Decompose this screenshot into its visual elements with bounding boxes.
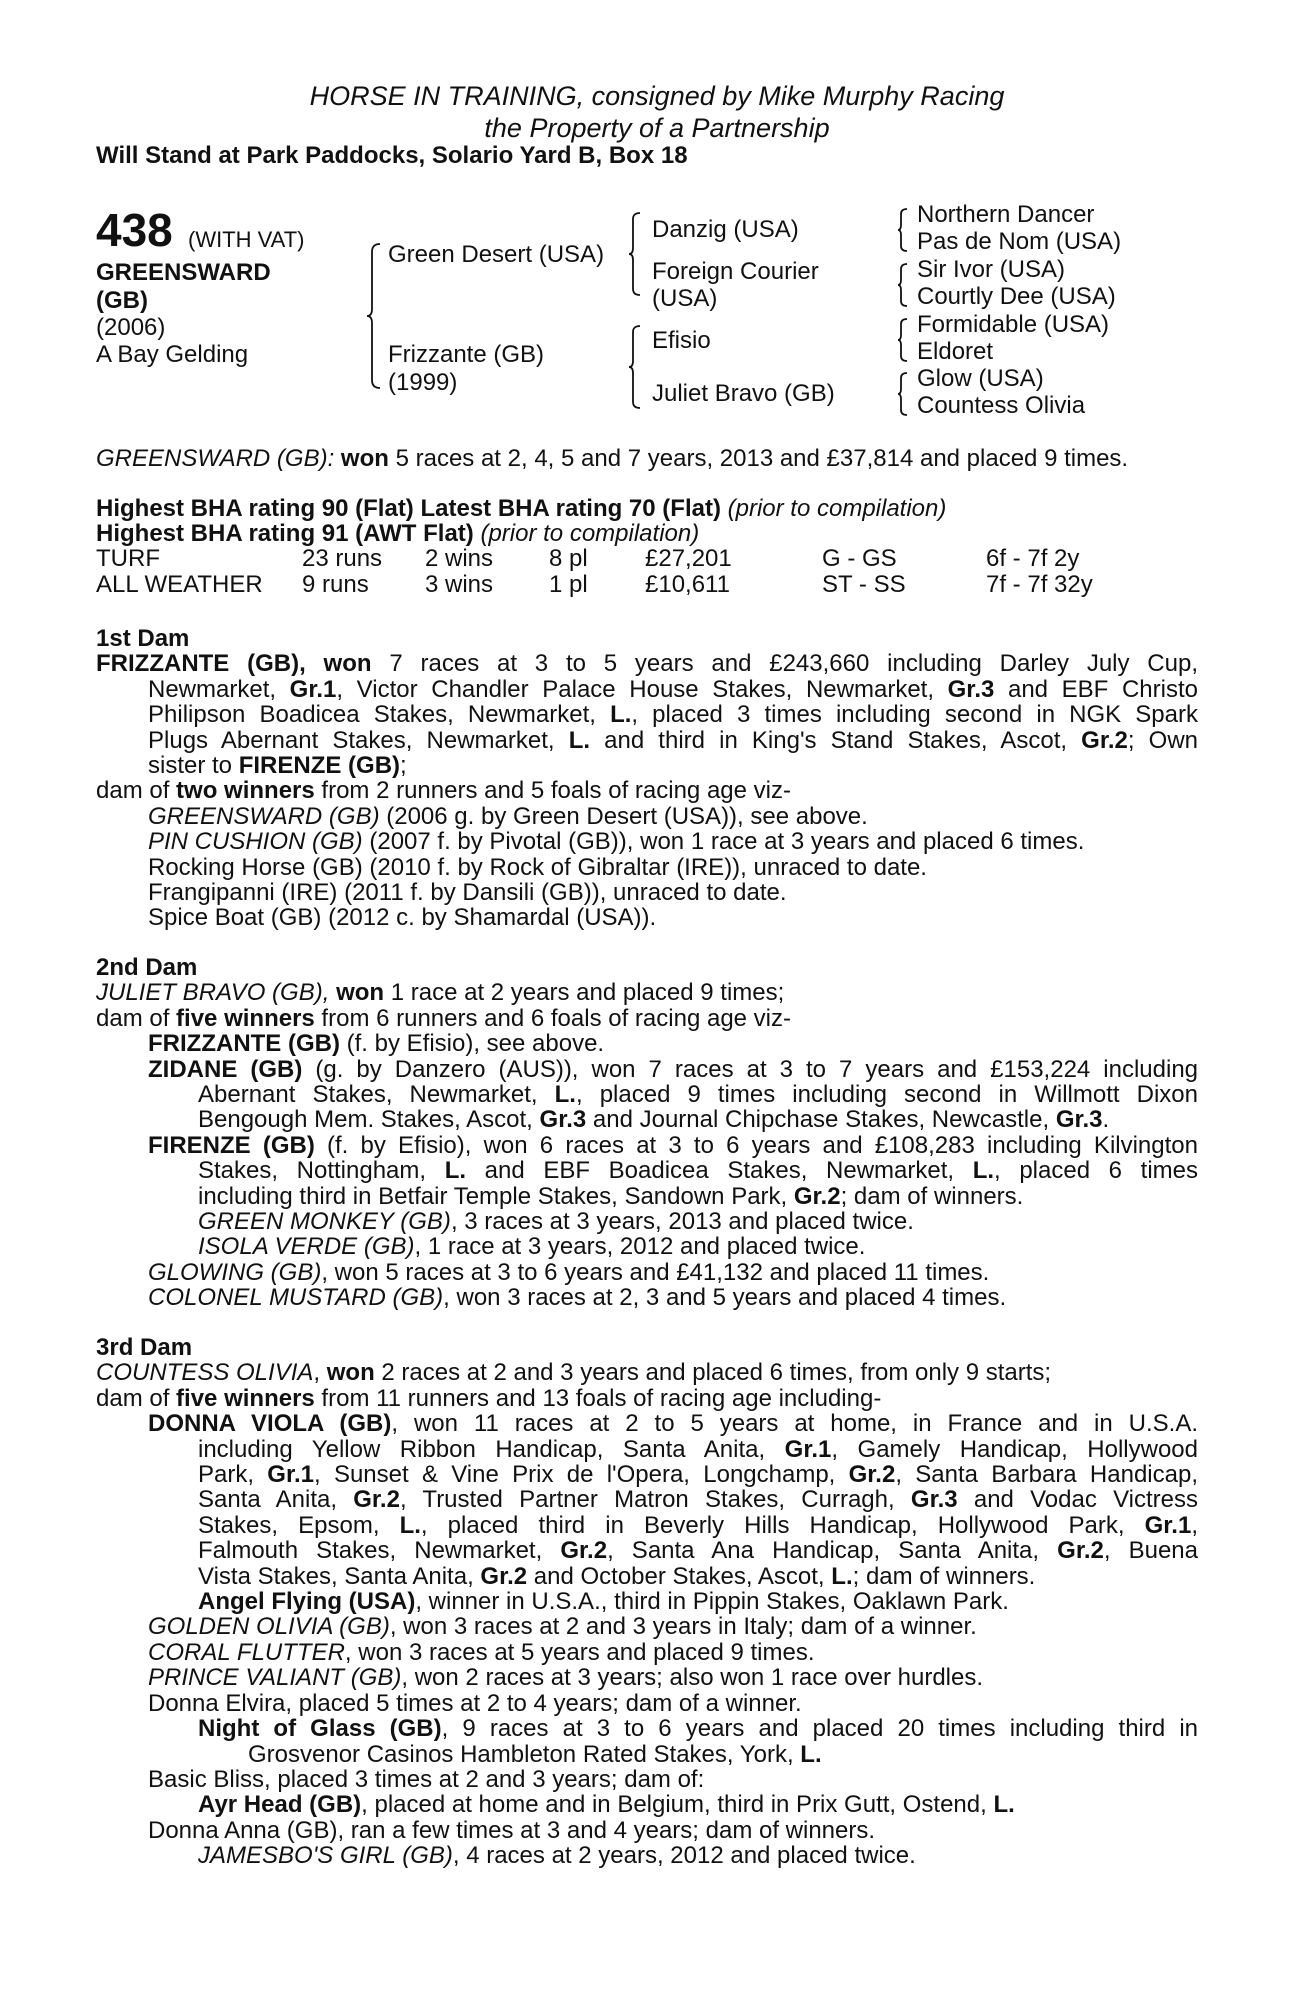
bold-run: Gr.1 (267, 1461, 314, 1489)
text-line (96, 1411, 1198, 1436)
text-run: , Santa Ana Handicap, Santa Anita, (607, 1537, 1058, 1565)
pedigree-g2: Pas de Nom (USA) (917, 228, 1122, 255)
italic-run: GLOWING (GB) (148, 1258, 322, 1286)
bold-run: Gr.1 (784, 1435, 832, 1463)
text-line (96, 1716, 1198, 1741)
italic-run: COLONEL MUSTARD (GB) (148, 1284, 444, 1312)
text-line (96, 1462, 1198, 1487)
text-run: and third in King's Stand Stakes, Ascot, (590, 726, 1082, 754)
bold-run: L. (972, 1157, 995, 1185)
text-run: Grosvenor Casinos Hambleton Rated Stakes, York, (248, 1740, 801, 1768)
bold-run: five winners (176, 1384, 315, 1412)
bold-run: L. (399, 1511, 421, 1539)
pedigree-sire-dam: Foreign Courier (652, 258, 819, 285)
text-line (96, 1640, 1198, 1665)
pedigree-g5: Formidable (USA) (917, 311, 1110, 338)
text-run: ; (400, 752, 407, 780)
text-run: Santa Anita, (198, 1486, 354, 1514)
text-run: Donna Elvira, placed 5 times at 2 to 4 years; dam of a winner. (148, 1689, 802, 1717)
text-run: . (1102, 1106, 1110, 1134)
text-line (96, 1538, 1198, 1563)
bold-run: Gr.2 (793, 1182, 841, 1210)
text-run: ; Own (1127, 726, 1198, 754)
bold-run: Gr.3 (539, 1106, 587, 1134)
text-run: Park, (198, 1461, 268, 1489)
bold-run: Gr.2 (353, 1486, 400, 1514)
text-line (96, 651, 1198, 676)
text-line (96, 1742, 1198, 1767)
record-wins: 3 wins (425, 571, 494, 598)
text-run: , (1191, 1511, 1198, 1539)
record-going: G - GS (822, 545, 897, 572)
italic-run: GREENSWARD (GB) (148, 802, 380, 830)
pedigree-dam: Frizzante (GB) (388, 341, 545, 368)
bold-run: DONNA VIOLA (GB) (148, 1410, 392, 1438)
lot-number: 438 (96, 204, 173, 256)
text-run: , 4 races at 2 years, 2012 and placed twice. (452, 1842, 916, 1870)
text-run: , Santa Barbara Handicap, (895, 1461, 1198, 1489)
record-wins: 2 wins (425, 545, 494, 572)
record-runs: 23 runs (302, 545, 383, 572)
bold-run: L. (444, 1157, 467, 1185)
text-run: Vista Stakes, Santa Anita, (198, 1562, 481, 1590)
record-placed: 1 pl (549, 571, 588, 598)
text-run: , placed at home and in Belgium, third in Prix Gutt, Ostend, (361, 1791, 994, 1819)
record-surface: TURF (96, 545, 160, 572)
horse-description: A Bay Gelding (96, 341, 249, 368)
race-summary: GREENSWARD (GB): won 5 races at 2, 4, 5 and 7 years, 2013 and £37,814 and placed 9 times. (96, 445, 1129, 472)
text-line (96, 1487, 1198, 1512)
pedigree-brace-1 (366, 243, 382, 389)
text-run: , won 5 races at 3 to 6 years and £41,132 and placed 11 times. (321, 1258, 990, 1286)
italic-run: JAMESBO'S GIRL (GB) (198, 1842, 453, 1870)
italic-run: GREEN MONKEY (GB) (198, 1208, 451, 1236)
text-run: 7 races at 3 to 5 years and £243,660 including Darley July Cup, (371, 650, 1198, 678)
text-line (96, 905, 1198, 930)
text-run: including Yellow Ribbon Handicap, Santa Anita, (198, 1435, 785, 1463)
text-run: (2006 g. by Green Desert (USA)), see above. (379, 802, 868, 830)
text-line (96, 880, 1198, 905)
bold-run: Gr.1 (1144, 1511, 1192, 1539)
pedigree-g8: Countess Olivia (917, 392, 1086, 419)
horse-name: GREENSWARD (96, 259, 271, 286)
text-run: (g. by Danzero (AUS)), won 7 races at 3 to 7 years and £153,224 including (302, 1055, 1199, 1083)
second-dam-section (96, 955, 1198, 1311)
text-line (96, 1184, 1198, 1209)
rating-line-1 (96, 495, 946, 523)
text-run: Stakes, Nottingham, (198, 1157, 445, 1185)
text-run: Basic Bliss, placed 3 times at 2 and 3 years; dam of: (148, 1765, 705, 1793)
vat-note: (WITH VAT) (188, 227, 305, 252)
text-run: (f. by Efisio), see above. (339, 1030, 605, 1058)
text-run: Newmarket, (148, 675, 290, 703)
text-line (96, 1057, 1198, 1082)
rating-1: Highest BHA rating 90 (Flat) Latest BHA rating 70 (Flat) (96, 495, 721, 522)
text-line (96, 1818, 1198, 1843)
section-heading: 2nd Dam (96, 954, 198, 981)
third-dam-section (96, 1335, 1198, 1869)
text-run: Stakes, Epsom, (198, 1511, 400, 1539)
text-run: and Journal Chipchase Stakes, Newcastle, (586, 1106, 1056, 1134)
text-run: , Victor Chandler Palace House Stakes, Newmarket, (336, 675, 948, 703)
bold-run: Ayr Head (GB) (198, 1791, 362, 1819)
record-going: ST - SS (822, 571, 906, 598)
text-run: Falmouth Stakes, Newmarket, (198, 1537, 561, 1565)
pedigree-sire-sire: Danzig (USA) (652, 216, 799, 243)
bold-run: L. (831, 1562, 853, 1590)
text-run: , Sunset & Vine Prix de l'Opera, Longchamp, (314, 1461, 849, 1489)
summary-text: 5 races at 2, 4, 5 and 7 years, 2013 and £37,814 and placed 9 times. (388, 445, 1129, 472)
bold-run: L. (800, 1740, 822, 1768)
text-run: ; dam of winners. (852, 1562, 1036, 1590)
pedigree-brace-3a (897, 208, 909, 252)
text-run: , placed 6 times (994, 1157, 1198, 1185)
record-distance: 6f - 7f 2y (986, 545, 1080, 572)
text-run: from 6 runners and 6 foals of racing age viz- (314, 1004, 792, 1032)
text-line (96, 1082, 1198, 1107)
bold-run: L. (993, 1791, 1015, 1819)
text-line (96, 1031, 1198, 1056)
text-line (96, 1360, 1198, 1385)
text-line (96, 1260, 1198, 1285)
text-run: from 11 runners and 13 foals of racing age including- (314, 1384, 882, 1412)
text-line (96, 1285, 1198, 1310)
text-run: , 1 race at 3 years, 2012 and placed twice. (414, 1233, 866, 1261)
text-line (96, 1792, 1198, 1817)
text-run: , (313, 1359, 327, 1387)
text-run: , Buena (1103, 1537, 1199, 1565)
text-run: , placed third in Beverly Hills Handicap, Hollywood Park, (420, 1511, 1145, 1539)
bold-run: two winners (176, 777, 315, 805)
pedigree-sire-dam-country: (USA) (652, 285, 718, 312)
bold-run: L. (610, 701, 632, 729)
bold-run: Gr.3 (947, 675, 995, 703)
text-line (96, 980, 1198, 1005)
text-run: and EBF Boadicea Stakes, Newmarket, (466, 1157, 973, 1185)
text-run: , winner in U.S.A., third in Pippin Stakes, Oaklawn Park. (415, 1588, 1009, 1616)
record-placed: 8 pl (549, 545, 588, 572)
text-run: , Trusted Partner Matron Stakes, Curragh, (399, 1486, 911, 1514)
bold-run: FRIZZANTE (GB), won (96, 650, 372, 678)
italic-run: ISOLA VERDE (GB) (198, 1233, 415, 1261)
text-line (96, 1614, 1198, 1639)
bold-run: won (326, 1359, 375, 1387)
text-run: , won 11 races at 2 to 5 years at home, in France and in U.S.A. (391, 1410, 1198, 1438)
text-run: , 3 races at 3 years, 2013 and placed twice. (450, 1208, 914, 1236)
text-line (96, 855, 1198, 880)
text-run: , placed 3 times including second in NGK Spark (631, 701, 1198, 729)
text-run: , placed 9 times including second in Willmott Dixon (575, 1081, 1198, 1109)
text-run: , won 3 races at 2 and 3 years in Italy; dam of a winner. (389, 1613, 977, 1641)
text-line (96, 804, 1198, 829)
text-run: dam of (96, 1004, 177, 1032)
text-run: sister to (148, 752, 239, 780)
text-run: including third in Betfair Temple Stakes, Sandown Park, (198, 1182, 794, 1210)
text-run: and EBF Christo (994, 675, 1198, 703)
text-run: 1 race at 2 years and placed 9 times; (384, 979, 785, 1007)
text-line (96, 702, 1198, 727)
pedigree-dam-sire: Efisio (652, 327, 711, 354)
bold-run: five winners (176, 1004, 315, 1032)
text-line (96, 1158, 1198, 1183)
text-line (96, 778, 1198, 803)
section-heading: 3rd Dam (96, 1334, 193, 1361)
bold-run: Gr.3 (910, 1486, 958, 1514)
rating-line-2 (96, 520, 699, 548)
record-distance: 7f - 7f 32y (986, 571, 1093, 598)
text-line (96, 753, 1198, 778)
bold-run: FIRENZE (GB) (148, 1131, 315, 1159)
bold-run: Gr.2 (560, 1537, 608, 1565)
text-line (96, 1133, 1198, 1158)
stand-location: Will Stand at Park Paddocks, Solario Yard B, Box 18 (96, 142, 688, 169)
text-run: Spice Boat (GB) (2012 c. by Shamardal (USA)). (148, 904, 657, 932)
pedigree-brace-2b (628, 325, 642, 409)
text-run: dam of (96, 777, 177, 805)
pedigree-g4: Courtly Dee (USA) (917, 283, 1116, 310)
pedigree-g1: Northern Dancer (917, 201, 1095, 228)
record-prize: £27,201 (645, 545, 732, 572)
italic-run: CORAL FLUTTER (148, 1638, 345, 1666)
italic-run: PRINCE VALIANT (GB) (148, 1664, 402, 1692)
text-line (96, 1589, 1198, 1614)
bold-run: Gr.1 (289, 675, 337, 703)
rating-2-note: (prior to compilation) (480, 520, 700, 547)
pedigree-g6: Eldoret (917, 338, 994, 365)
pedigree-brace-3b (897, 263, 909, 307)
text-line (96, 1767, 1198, 1792)
record-runs: 9 runs (302, 571, 369, 598)
text-run: , won 3 races at 5 years and placed 9 times. (344, 1638, 815, 1666)
bold-run: Gr.2 (1057, 1537, 1104, 1565)
text-run: (f. by Efisio), won 6 races at 3 to 6 years and £108,283 including Kilvington (314, 1131, 1198, 1159)
pedigree-brace-3d (897, 372, 909, 416)
text-run: Philipson Boadicea Stakes, Newmarket, (148, 701, 611, 729)
text-run: , Gamely Handicap, Hollywood (831, 1435, 1198, 1463)
foaling-year: (2006) (96, 314, 166, 341)
pedigree-brace-2a (628, 212, 642, 296)
text-run: Plugs Abernant Stakes, Newmarket, (148, 726, 569, 754)
italic-run: GOLDEN OLIVIA (GB) (148, 1613, 390, 1641)
record-prize: £10,611 (645, 571, 730, 598)
summary-won: won (340, 445, 389, 472)
bold-run: Night of Glass (GB) (198, 1715, 442, 1743)
record-surface: ALL WEATHER (96, 571, 263, 598)
text-line (96, 1564, 1198, 1589)
bold-run: ZIDANE (GB) (148, 1055, 303, 1083)
bold-run: won (336, 979, 385, 1007)
italic-run: JULIET BRAVO (GB), (96, 979, 330, 1007)
text-run: Bengough Mem. Stakes, Ascot, (198, 1106, 540, 1134)
text-run: , 9 races at 3 to 6 years and placed 20 times including third in (441, 1715, 1198, 1743)
text-line (96, 1513, 1198, 1538)
pedigree-brace-3c (897, 318, 909, 362)
text-run: Abernant Stakes, Newmarket, (198, 1081, 555, 1109)
bold-run: Gr.2 (1081, 726, 1128, 754)
horse-country: (GB) (96, 287, 148, 314)
text-line (96, 1665, 1198, 1690)
pedigree-sire: Green Desert (USA) (388, 241, 605, 268)
text-run: 2 races at 2 and 3 years and placed 6 times, from only 9 starts; (374, 1359, 1052, 1387)
property-line: the Property of a Partnership (484, 113, 830, 143)
text-run: ; dam of winners. (840, 1182, 1024, 1210)
italic-run: COUNTESS OLIVIA (96, 1359, 314, 1387)
text-run: dam of (96, 1384, 177, 1412)
text-line (96, 1209, 1198, 1234)
section-heading: 1st Dam (96, 625, 190, 652)
pedigree-dam-year: (1999) (388, 369, 458, 396)
text-line (96, 1107, 1198, 1132)
pedigree-g3: Sir Ivor (USA) (917, 256, 1066, 283)
text-line (96, 1691, 1198, 1716)
text-line (96, 677, 1198, 702)
italic-run: PIN CUSHION (GB) (148, 828, 363, 856)
text-line (96, 728, 1198, 753)
bold-run: FRIZZANTE (GB) (148, 1030, 340, 1058)
bold-run: Gr.3 (1055, 1106, 1103, 1134)
text-run: , won 2 races at 3 years; also won 1 race over hurdles. (401, 1664, 984, 1692)
bold-run: L. (568, 726, 591, 754)
text-run: and Vodac Victress (957, 1486, 1199, 1514)
bold-run: Gr.2 (848, 1461, 896, 1489)
consignor-line: HORSE IN TRAINING, consigned by Mike Murphy Racing (309, 81, 1005, 111)
text-line (96, 1234, 1198, 1259)
rating-1-note: (prior to compilation) (727, 495, 947, 522)
bold-run: Gr.2 (480, 1562, 528, 1590)
text-line (96, 829, 1198, 854)
text-run: and October Stakes, Ascot, (527, 1562, 832, 1590)
text-line (96, 1386, 1198, 1411)
text-line (96, 1843, 1198, 1868)
bold-run: FIRENZE (GB) (238, 752, 401, 780)
text-line (96, 1437, 1198, 1462)
bold-run: L. (554, 1081, 576, 1109)
text-run: (2007 f. by Pivotal (GB)), won 1 race at 3 years and placed 6 times. (362, 828, 1085, 856)
pedigree-dam-dam: Juliet Bravo (GB) (652, 380, 835, 407)
rating-2: Highest BHA rating 91 (AWT Flat) (96, 520, 474, 547)
bold-run: Angel Flying (USA) (198, 1588, 416, 1616)
first-dam-section (96, 626, 1198, 931)
text-run: , won 3 races at 2, 3 and 5 years and placed 4 times. (443, 1284, 1007, 1312)
text-run: Donna Anna (GB), ran a few times at 3 and 4 years; dam of winners. (148, 1816, 876, 1844)
text-run: Frangipanni (IRE) (2011 f. by Dansili (GB)), unraced to date. (148, 879, 787, 907)
summary-horse-name: GREENSWARD (GB) (96, 445, 328, 472)
text-line (96, 1006, 1198, 1031)
text-run: Rocking Horse (GB) (2010 f. by Rock of Gibraltar (IRE)), unraced to date. (148, 853, 927, 881)
pedigree-g7: Glow (USA) (917, 365, 1044, 392)
text-run: from 2 runners and 5 foals of racing age viz- (314, 777, 791, 805)
